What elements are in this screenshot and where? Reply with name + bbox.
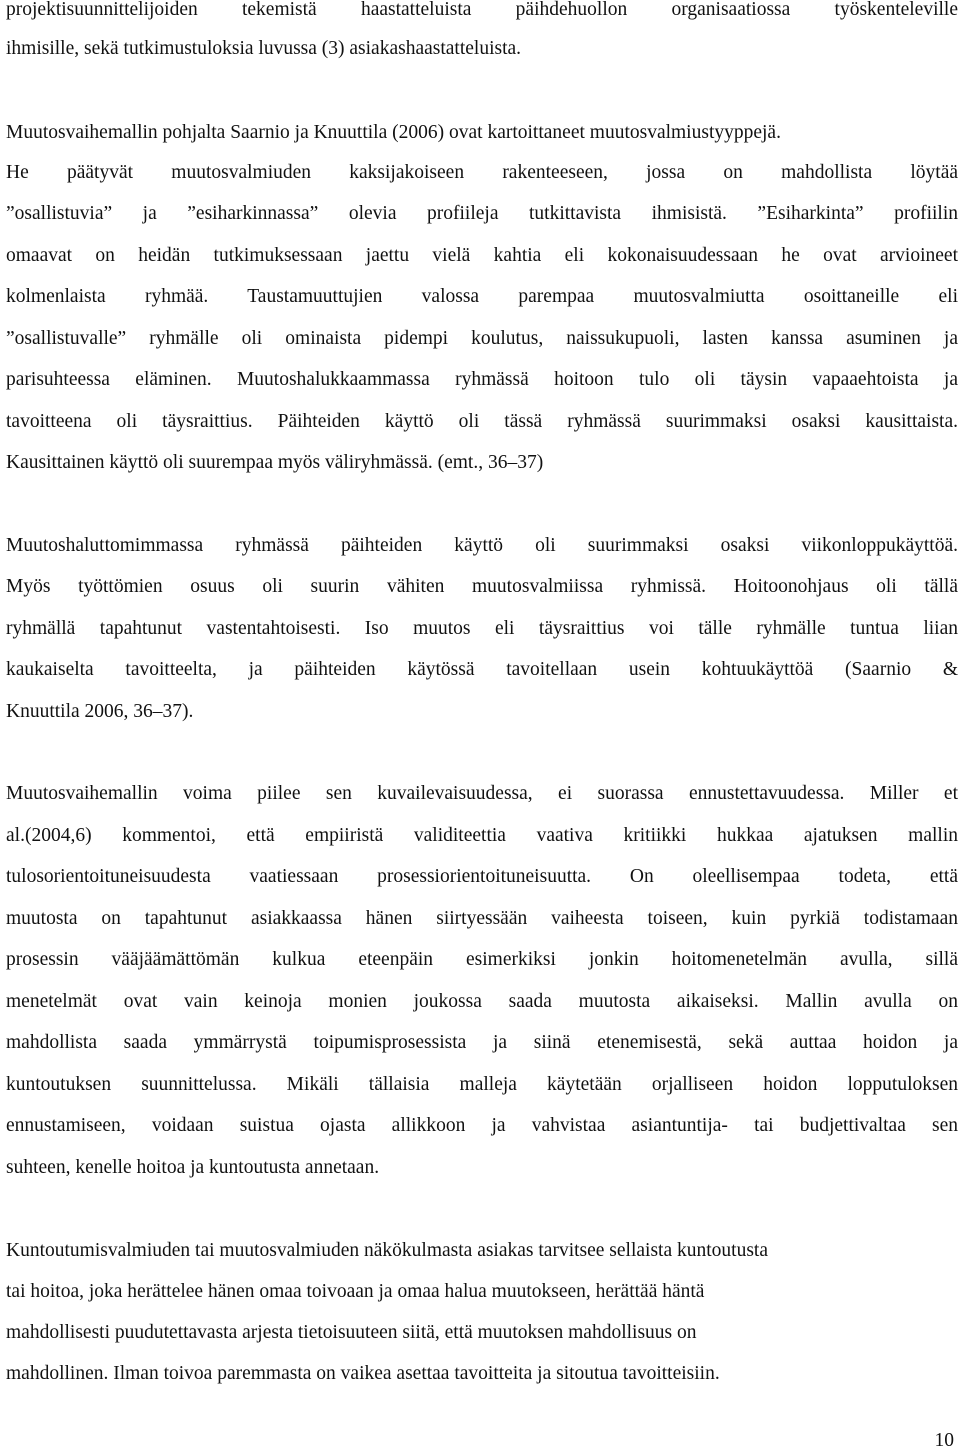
text-line: mahdollisesti puudutettavasta arjesta tietoisuuteen siitä, että muutoksen mahdollisuus on <box>6 1322 697 1343</box>
text-line: Knuuttila 2006, 36–37). <box>6 701 194 722</box>
text-line: kaukaiselta tavoitteelta, ja päihteiden käytössä tavoitellaan usein kohtuukäyttöä (Saarnio & <box>6 659 958 680</box>
page-number: 10 <box>934 1430 954 1451</box>
text-line: prosessin vääjäämättömän kulkua eteenpäin esimerkiksi jonkin hoitomenetelmän avulla, sillä <box>6 949 958 970</box>
text-line: suhteen, kenelle hoitoa ja kuntoutusta annetaan. <box>6 1157 380 1178</box>
text-line: Myös työttömien osuus oli suurin vähiten muutosvalmiissa ryhmissä. Hoitoonohjaus oli tällä <box>6 576 958 597</box>
text-line: tulosorientoituneisuudesta vaatiessaan prosessiorientoituneisuutta. On oleellisempaa todeta, että <box>6 866 958 887</box>
text-line: menetelmät ovat vain keinoja monien joukossa saada muutosta aikaiseksi. Mallin avulla on <box>6 991 958 1012</box>
text-line: ihmisille, sekä tutkimustuloksia luvussa (3) asiakashaastatteluista. <box>6 38 522 59</box>
text-line: omaavat on heidän tutkimuksessaan jaettu vielä kahtia eli kokonaisuudessaan he ovat arvioineet <box>6 245 958 266</box>
text-line: muutosta on tapahtunut asiakkaassa hänen siirtyessään vaiheesta toiseen, kuin pyrkiä todistamaan <box>6 908 958 929</box>
text-line: He päätyvät muutosvalmiuden kaksijakoiseen rakenteeseen, jossa on mahdollista löytää <box>6 162 958 183</box>
text-line: Kuntoutumisvalmiuden tai muutosvalmiuden näkökulmasta asiakas tarvitsee sellaista kuntoutusta <box>6 1240 768 1261</box>
text-line: ”osallistuvalle” ryhmälle oli ominaista pidempi koulutus, naissukupuoli, lasten kanssa asuminen ja <box>6 328 958 349</box>
text-line: Muutoshaluttomimmassa ryhmässä päihteiden käyttö oli suurimmaksi osaksi viikonloppukäyttöä. <box>6 535 958 556</box>
text-line: mahdollinen. Ilman toivoa paremmasta on vaikea asettaa tavoitteita ja sitoutua tavoitteisiin. <box>6 1363 720 1384</box>
text-line: Muutosvaihemallin pohjalta Saarnio ja Knuuttila (2006) ovat kartoittaneet muutosvalmiustyyppejä. <box>6 122 781 143</box>
text-line: ryhmällä tapahtunut vastentahtoisesti. Iso muutos eli täysraittius voi tälle ryhmälle tuntua liian <box>6 618 958 639</box>
text-line: kolmenlaista ryhmää. Taustamuuttujien valossa parempaa muutosvalmiutta osoittaneille eli <box>6 286 958 307</box>
text-line: ennustamiseen, voidaan suistua ojasta allikkoon ja vahvistaa asiantuntija- tai budjettivaltaa sen <box>6 1115 958 1136</box>
text-line: Kausittainen käyttö oli suurempaa myös väliryhmässä. (emt., 36–37) <box>6 452 544 473</box>
text-line: ”osallistuvia” ja ”esiharkinnassa” olevia profiileja tutkittavista ihmisistä. ”Esiharkinta” profiilin <box>6 203 958 224</box>
text-line: projektisuunnittelijoiden tekemistä haastatteluista päihdehuollon organisaatiossa työskenteleville <box>6 0 958 20</box>
text-line: mahdollista saada ymmärrystä toipumisprosessista ja siinä etenemisestä, sekä auttaa hoidon ja <box>6 1032 958 1053</box>
text-line: kuntoutuksen suunnittelussa. Mikäli tällaisia malleja käytetään orjalliseen hoidon lopputuloksen <box>6 1074 958 1095</box>
text-line: al.(2004,6) kommentoi, että empiiristä validiteettia vaativa kritiikki hukkaa ajatuksen mallin <box>6 825 958 846</box>
text-line: parisuhteessa eläminen. Muutoshalukkaammassa ryhmässä hoitoon tulo oli täysin vapaaehtoista ja <box>6 369 958 390</box>
text-line: tai hoitoa, joka herättelee hänen omaa toivoaan ja omaa halua muutokseen, herättää häntä <box>6 1281 705 1302</box>
text-line: Muutosvaihemallin voima piilee sen kuvailevaisuudessa, ei suorassa ennustettavuudessa. Miller et <box>6 783 958 804</box>
text-line: tavoitteena oli täysraittius. Päihteiden käyttö oli tässä ryhmässä suurimmaksi osaksi kausittaista. <box>6 411 958 432</box>
